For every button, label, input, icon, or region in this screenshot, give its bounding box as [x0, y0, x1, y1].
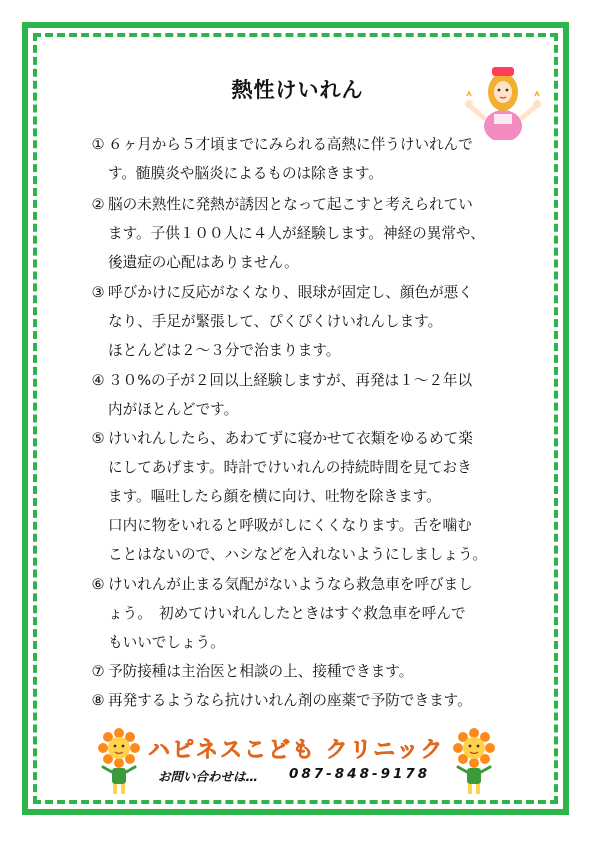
item-text-line: ほとんどは２～３分で治まります。	[108, 342, 341, 359]
item-text-line: 予防接種は主治医と相談の上、接種できます。	[108, 663, 414, 680]
item-text-line: ３０%の子が２回以上経験しますが、再発は１～２年以	[108, 372, 473, 389]
item-text-line: ことはないので、ハシなどを入れないようにしましょう。	[108, 546, 488, 563]
item-text-line: なり、手足が緊張して、ぴくぴくけいれんします。	[108, 313, 443, 330]
item-text-line: ょう。 初めてけいれんしたときはすぐ救急車を呼んで	[108, 605, 466, 622]
clinic-name: ハピネスこども クリニック	[148, 738, 445, 763]
sunflower-mascot-icon	[452, 727, 496, 797]
item-number: ③	[91, 284, 105, 301]
page-title: 熱性けいれん	[231, 78, 364, 102]
item-number: ⑧	[91, 692, 105, 709]
item-text-line: 呼びかけに反応がなくなり、眼球が固定し、顔色が悪く	[108, 284, 473, 301]
item-number: ②	[91, 196, 105, 213]
item-number: ⑤	[91, 430, 105, 447]
nurse-illustration	[462, 56, 544, 140]
item-text-line: ます。嘔吐したら顔を横に向け、吐物を除きます。	[108, 488, 441, 505]
list-item	[88, 686, 528, 715]
item-text-line: ます。子供１００人に４人が経験します。神経の異常や、	[108, 225, 485, 242]
contact-label: お問い合わせは…	[158, 769, 259, 784]
item-text-line: す。髄膜炎や脳炎によるものは除きます。	[108, 165, 383, 182]
item-text-line: もいいでしょう。	[108, 634, 225, 651]
item-number: ⑦	[91, 663, 105, 680]
item-text-line: にしてあげます。時計でけいれんの持続時間を見ておき	[108, 459, 472, 476]
item-text-line: 口内に物をいれると呼吸がしにくくなります。舌を噛む	[108, 517, 472, 534]
item-text-line: 再発するようなら抗けいれん剤の座薬で予防できます。	[108, 692, 472, 709]
item-text-line: 後遺症の心配はありません。	[108, 254, 299, 271]
item-text-line: けいれんしたら、あわてずに寝かせて衣類をゆるめて楽	[108, 430, 473, 447]
item-text-line: けいれんが止まる気配がないようなら救急車を呼びまし	[108, 576, 473, 593]
list-item	[88, 278, 528, 365]
list-item	[88, 130, 528, 188]
phone-number[interactable]: 087-848-9178	[289, 766, 431, 782]
sunflower-mascot-icon	[97, 727, 141, 797]
item-number: ⑥	[91, 576, 105, 593]
list-item	[88, 570, 528, 657]
item-number: ④	[91, 372, 105, 389]
list-item	[88, 366, 528, 424]
item-text-line: 内がほとんどです。	[108, 401, 239, 418]
list-item	[88, 190, 528, 277]
item-number: ①	[91, 136, 105, 153]
item-text-line: ６ヶ月から５才頃までにみられる高熱に伴うけいれんで	[108, 136, 473, 153]
item-text-line: 脳の未熟性に発熱が誘因となって起こすと考えられてい	[108, 196, 473, 213]
list-item	[88, 657, 528, 686]
list-item	[88, 424, 528, 569]
